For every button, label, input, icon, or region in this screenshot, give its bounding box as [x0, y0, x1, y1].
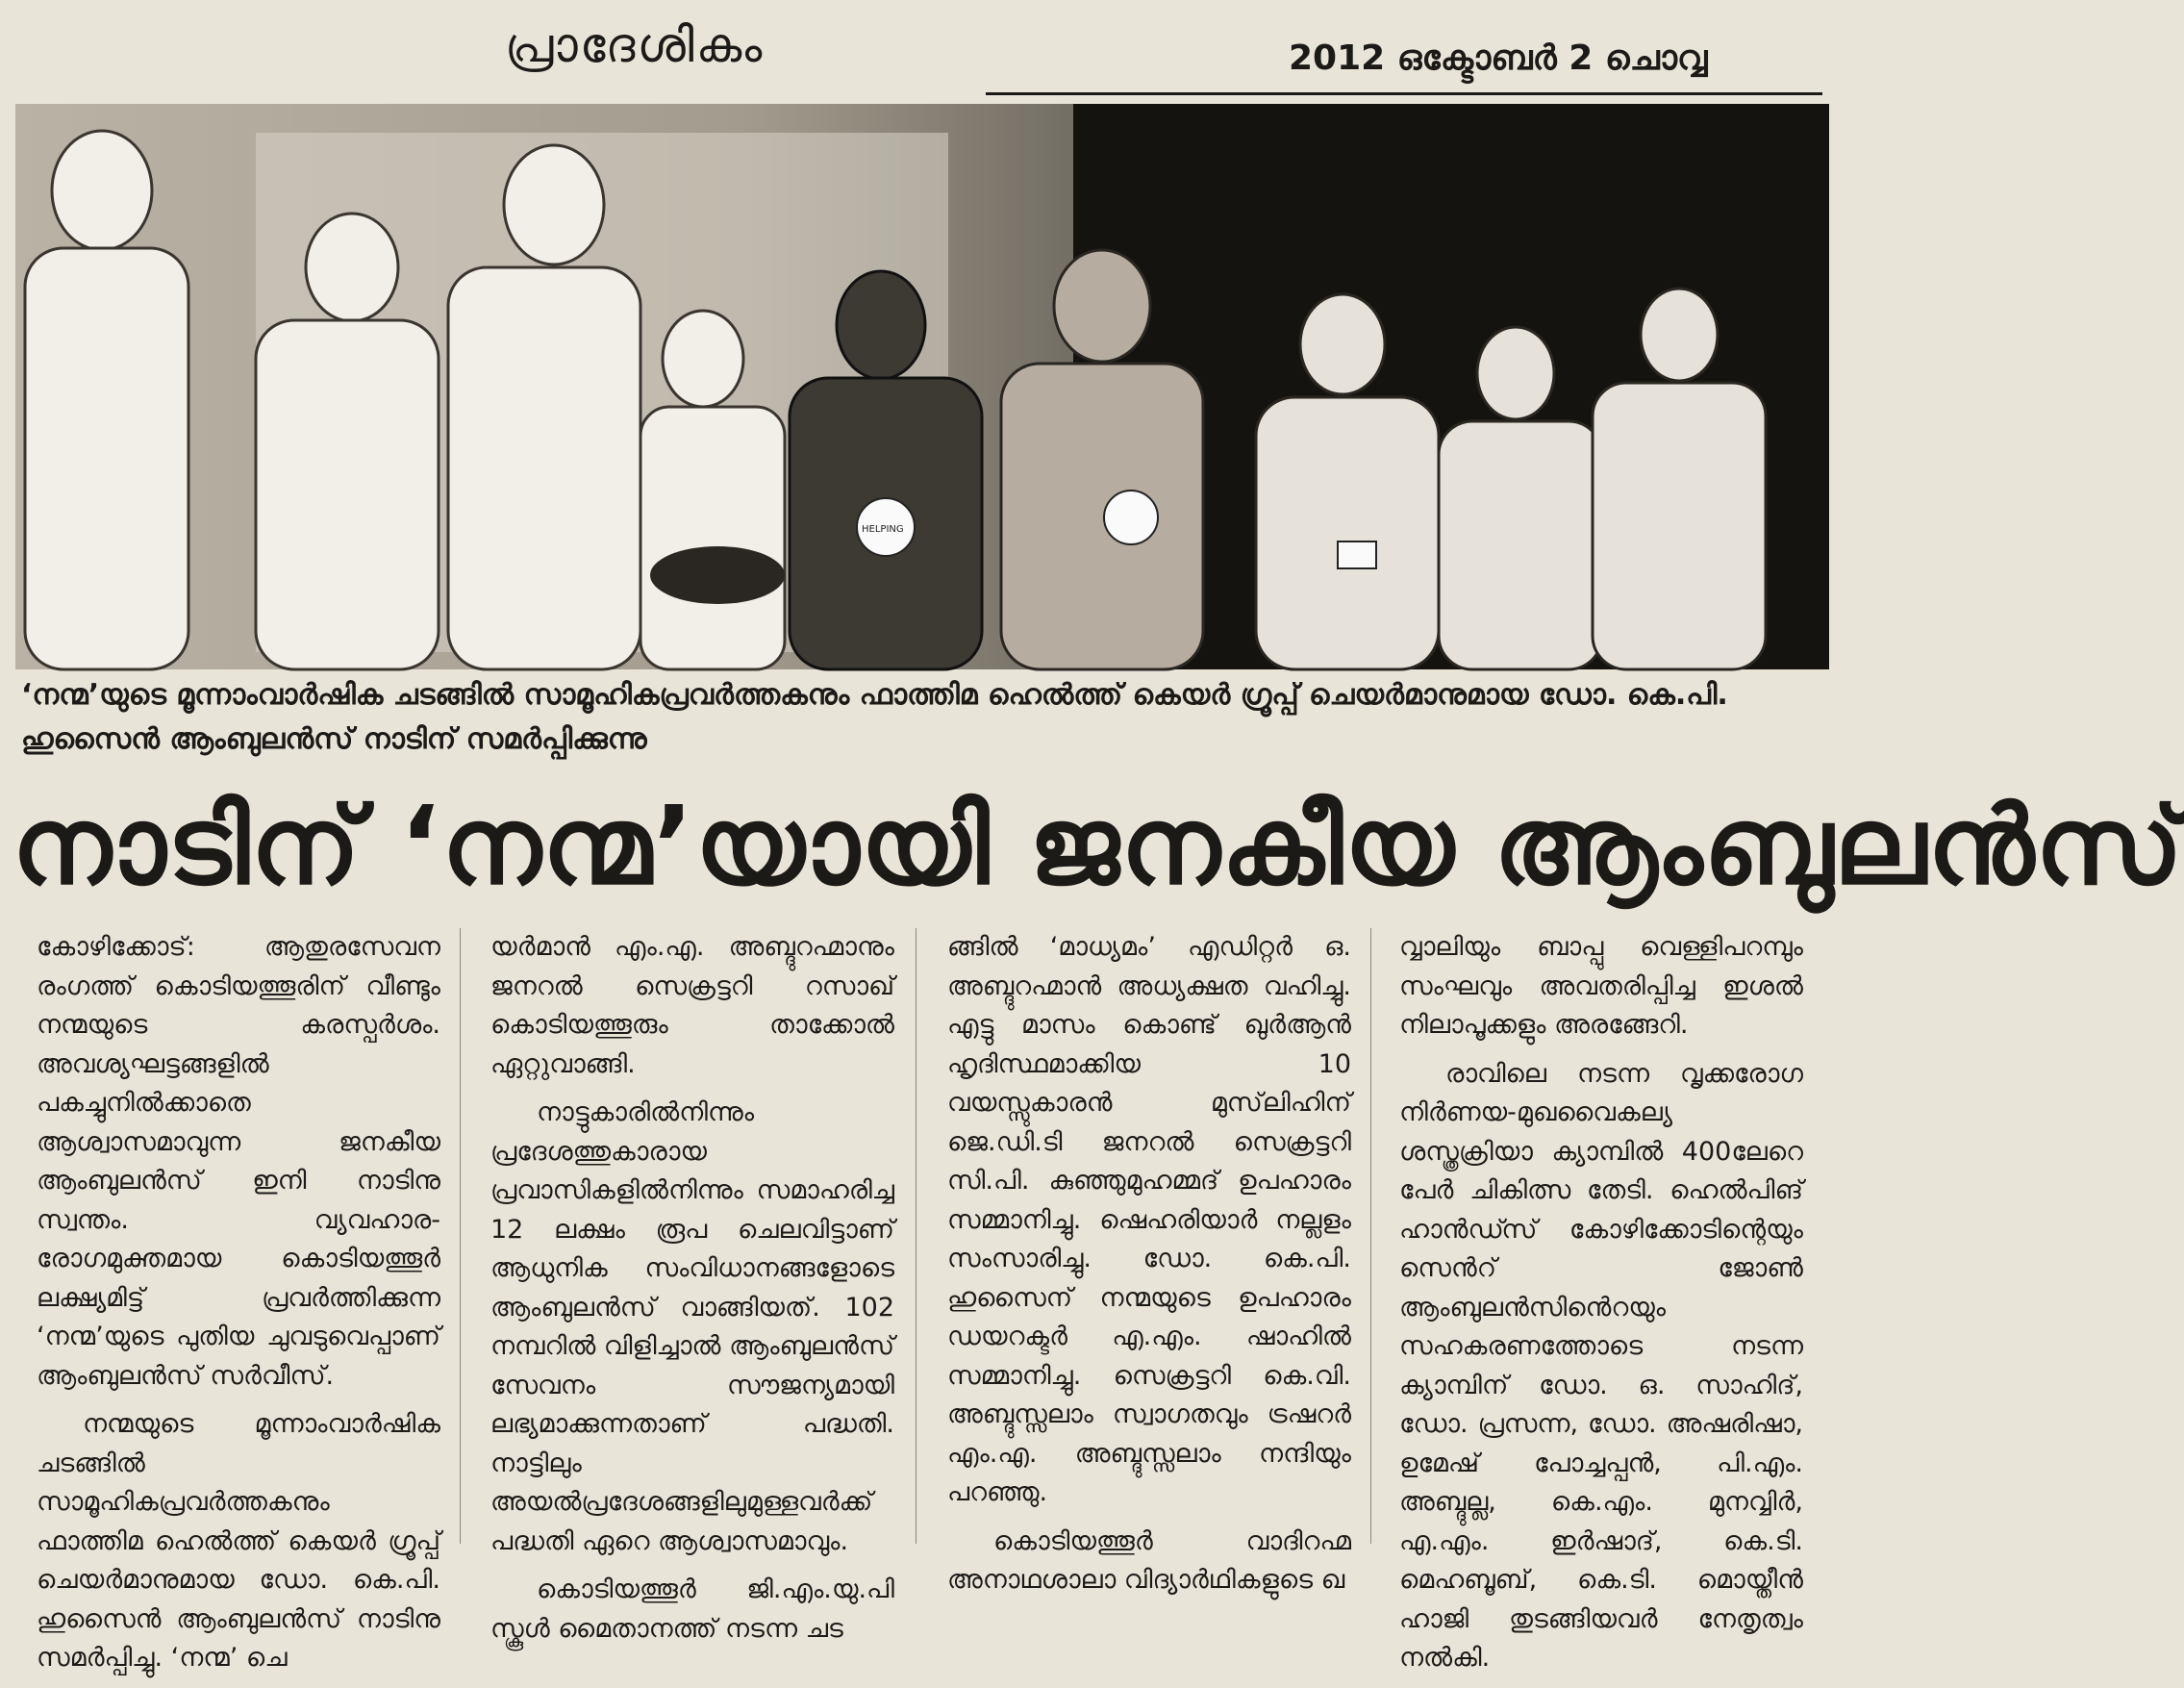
paragraph: കൊടിയത്തൂർ വാദിറഹ്മ അനാഥശാലാ വിദ്യാർഥികളുടെ ഖ	[947, 1525, 1351, 1595]
article-column-1	[37, 928, 440, 1688]
photo-caption: ‘നന്മ’യുടെ മൂന്നാംവാർഷിക ചടങ്ങിൽ സാമൂഹികപ്രവർത്തകനും ഫാത്തിമ ഹെൽത്ത് കെയർ ഗ്രൂപ്പ് ചെയർമാനുമായ ഡോ. കെ.പി. ഹുസൈൻ ആംബുലൻസ് നാടിന് സമർപ്പിക്കുന്നു	[21, 678, 1728, 756]
paragraph: കോഴിക്കോട്: ആതുരസേവന രംഗത്ത് കൊടിയത്തൂരിന് വീണ്ടും നന്മയുടെ കരസ്പർശം. അവശ്യഘട്ടങ്ങളിൽ പകച്ചുനിൽക്കാതെ ആശ്വാസമാവുന്ന ജനകീയ ആംബുലൻസ് ഇനി നാടിനു സ്വന്തം. വ്യവഹാര-രോഗമുക്തമായ കൊടിയത്തൂർ ലക്ഷ്യമിട്ട് പ്രവർത്തിക്കുന്ന ‘നന്മ’യുടെ പുതിയ ചുവടുവെപ്പാണ് ആംബുലൻസ് സർവീസ്.	[37, 932, 440, 1391]
badge-label: HELPING	[862, 524, 904, 535]
article-column-3	[947, 928, 1351, 1610]
section-title: പ്രാദേശികം	[505, 17, 765, 73]
paragraph: ങ്ങിൽ ‘മാധ്യമം’ എഡിറ്റർ ഒ. അബ്ദുറഹ്മാൻ അധ്യക്ഷത വഹിച്ചു. എട്ടു മാസം കൊണ്ട് ഖുർആൻ ഹൃദിസ്ഥമാക്കിയ 10 വയസ്സുകാരൻ മുസ്‌ലിഹിന് ജെ.ഡി.ടി ജനറൽ സെക്രട്ടറി സി.പി. കുഞ്ഞുമുഹമ്മദ് ഉപഹാരം സമ്മാനിച്ചു. ഷെഹരിയാർ നല്ലളം സംസാരിച്ചു. ഡോ. കെ.പി. ഹുസൈന് നന്മയുടെ ഉപഹാരം ഡയറക്ടർ എ.എം. ഷാഹിൽ സമ്മാനിച്ചു. സെക്രട്ടറി കെ.വി. അബ്ദുസ്സലാം സ്വാഗതവും ട്രഷറർ എം.എ. അബ്ദുസ്സലാം നന്ദിയും പറഞ്ഞു.	[947, 932, 1351, 1507]
article-column-4	[1399, 928, 1803, 1688]
paragraph: രാവിലെ നടന്ന വൃക്കരോഗ നിർണയ-മുഖവൈകല്യ ശസ്ത്രക്രിയാ ക്യാമ്പിൽ 400ലേറെ പേർ ചികിത്സ തേടി. ഹെൽപിങ് ഹാൻഡ്സ് കോഴിക്കോടിന്റെയും സെൻറ് ജോൺ ആംബുലൻസിൻെറയും സഹകരണത്തോടെ നടന്ന ക്യാമ്പിന് ഡോ. ഒ. സാഹിദ്, ഡോ. പ്രസന്ന, ഡോ. അഷരിഷാ, ഉമേഷ് പോച്ചപ്പൻ, പി.എം. അബ്ദുല്ല, കെ.എം. മുനവ്വിർ, എ.എം. ഇർഷാദ്, കെ.ടി. മെഹബൂബ്, കെ.ടി. മൊയ്തീൻ ഹാജി തുടങ്ങിയവർ നേതൃത്വം നൽകി.	[1399, 1058, 1803, 1673]
photo-illustration	[15, 104, 1829, 669]
paragraph: കൊടിയത്തൂർ ജി.എം.യു.പി സ്കൂൾ മൈതാനത്ത് നടന്ന ചട	[490, 1575, 894, 1644]
news-photo	[15, 104, 1829, 669]
paragraph: യർമാൻ എം.എ. അബ്ദുറഹ്മാനും ജനറൽ സെക്രട്ടറി റസാഖ് കൊടിയത്തൂരും താക്കോൽ ഏറ്റുവാങ്ങി.	[490, 932, 894, 1079]
column-divider	[460, 928, 461, 1544]
column-divider	[1370, 928, 1371, 1544]
article-column-2	[490, 928, 894, 1658]
header-rule	[986, 92, 1822, 95]
paragraph: നാട്ടുകാരിൽനിന്നും പ്രദേശത്തുകാരായ പ്രവാസികളിൽനിന്നും സമാഹരിച്ച 12 ലക്ഷം രൂപ ചെലവിട്ടാണ് ആധുനിക സംവിധാനങ്ങളോടെ ആംബുലൻസ് വാങ്ങിയത്. 102 നമ്പറിൽ വിളിച്ചാൽ ആംബുലൻസ് സേവനം സൗജന്യമായി ലഭ്യമാക്കുന്നതാണ് പദ്ധതി. നാട്ടിലും അയൽപ്രദേശങ്ങളിലുമുള്ളവർക്ക് പദ്ധതി ഏറെ ആശ്വാസമാവും.	[490, 1097, 894, 1556]
paragraph: വ്വാലിയും ബാപ്പു വെള്ളിപറമ്പും സംഘവും അവതരിപ്പിച്ച ഇശൽ നിലാപൂക്കളും അരങ്ങേറി.	[1399, 932, 1803, 1040]
headline: നാടിന് ‘നന്മ’യായി ജനകീയ ആംബുലൻസ്	[12, 784, 2184, 909]
issue-date: 2012 ഒക്ടോബർ 2 ചൊവ്വ	[1289, 38, 1708, 78]
paragraph: നന്മയുടെ മൂന്നാംവാർഷിക ചടങ്ങിൽ സാമൂഹികപ്രവർത്തകനും ഫാത്തിമ ഹെൽത്ത് കെയർ ഗ്രൂപ്പ് ചെയർമാനുമായ ഡോ. കെ.പി. ഹുസൈൻ ആംബുലൻസ് നാടിനു സമർപ്പിച്ചു. ‘നന്മ’ ചെ	[37, 1409, 440, 1673]
